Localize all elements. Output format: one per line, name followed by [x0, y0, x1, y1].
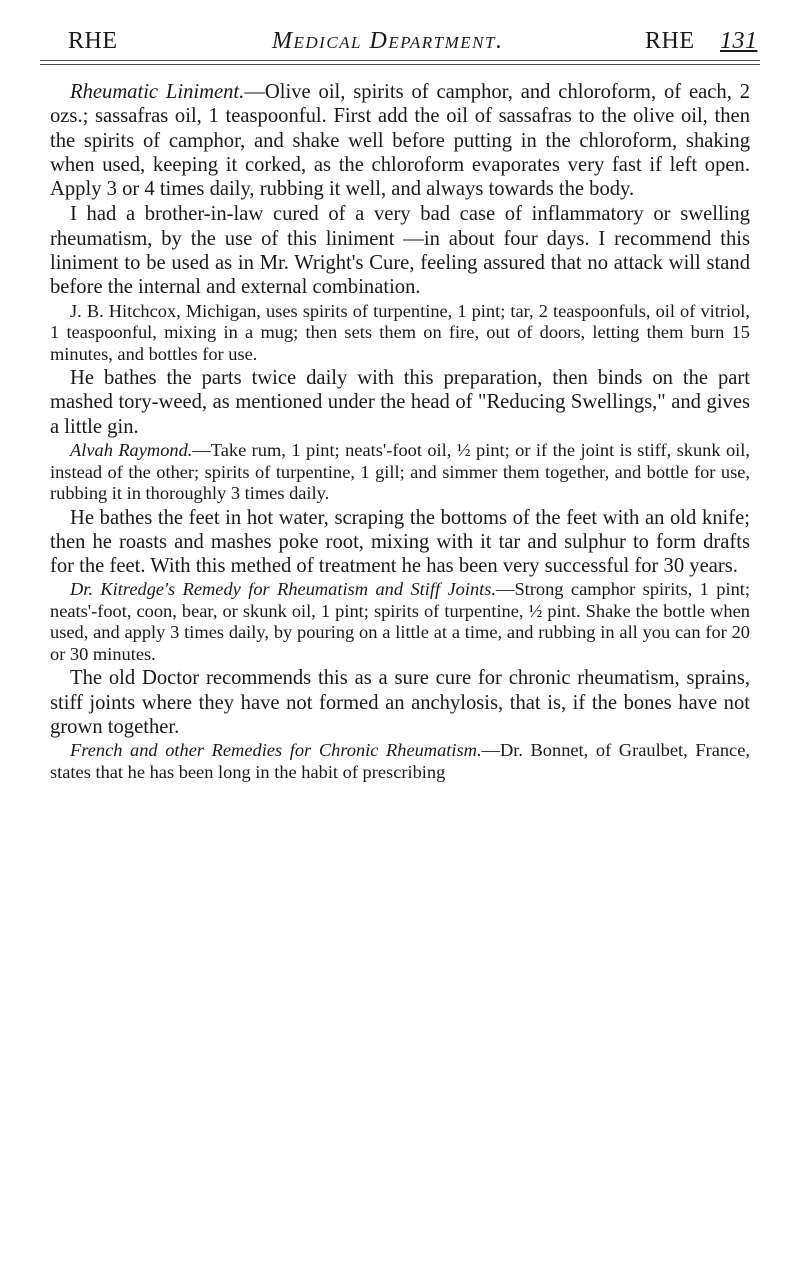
header-section-title: Medical Department.	[272, 28, 504, 54]
paragraph-text: J. B. Hitchcox, Michigan, uses spirits of turpentine, 1 pint; tar, 2 teaspoonfuls, oil of vitriol, 1 teaspoonful, mixing in a mug; then sets them on fire, out of doors, letting them burn 15 minutes, and bottles for use.	[50, 300, 750, 364]
paragraph-text: The old Doctor recommends this as a sure cure for chronic rheumatism, sprains, stiff joints where they have not formed an anchylosis, that is, if the bones have not grown together.	[50, 667, 750, 739]
paragraph-text: —Strong camphor spirits, 1 pint; neats'-foot, coon, bear, or skunk oil, 1 pint; spirits of turpentine, ½ pint. Shake the bottle when used, and apply 3 times daily, by pouring on a little at a time, and rubbing in all you can for 20 or 30 minutes.	[50, 579, 750, 664]
paragraph	[50, 80, 750, 201]
paragraph	[50, 506, 750, 579]
paragraph-text: —Dr. Bonnet, of Graulbet, France, states that he has been long in the habit of prescribing	[50, 740, 750, 782]
paragraph	[50, 366, 750, 439]
paragraph-text: He bathes the feet in hot water, scraping the bottoms of the feet with an old knife; then he roasts and mashes poke root, mixing with it tar and sulphur to form drafts for the feet. With this methed of treatment he has been very successful for 30 years.	[50, 506, 750, 578]
body-text	[50, 80, 750, 784]
header-rule	[40, 60, 760, 61]
header-rule-double	[40, 64, 760, 65]
running-header	[60, 22, 762, 62]
recipe-title: Dr. Kitredge's Remedy for Rheumatism and Stiff Joints.	[70, 579, 497, 600]
recipe-title: Rheumatic Liniment.	[70, 81, 245, 103]
paragraph	[50, 301, 750, 366]
paragraph-text: I had a brother-in-law cured of a very bad case of inflammatory or swelling rheumatism, by the use of this liniment —in about four days. I recommend this liniment to be used as in Mr. Wright's Cure, feeling assured that no attack will stand before the internal and external combination.	[50, 203, 750, 299]
paragraph-text: He bathes the parts twice daily with this preparation, then binds on the part mashed tory-weed, as mentioned under the head of "Reducing Swellings," and gives a little gin.	[50, 367, 750, 438]
paragraph	[50, 579, 750, 665]
header-left-guide: RHE	[68, 28, 118, 54]
paragraph	[50, 666, 750, 739]
recipe-title: French and other Remedies for Chronic Rheumatism.	[70, 740, 482, 761]
header-right-guide: RHE	[645, 28, 695, 54]
recipe-title: Alvah Raymond.	[70, 440, 193, 461]
paragraph	[50, 440, 750, 505]
paragraph	[50, 202, 750, 299]
page-number: 131	[720, 28, 758, 54]
paragraph-text: —Olive oil, spirits of camphor, and chloroform, of each, 2 ozs.; sassafras oil, 1 teaspoonful. First add the oil of sassafras to the olive oil, then the spirits of camphor, and shake well before putting in the chloroform, shaking when used, keeping it corked, as the chloroform evaporates very fast if left open. Apply 3 or 4 times daily, rubbing it well, and always towards the body.	[50, 81, 750, 201]
paragraph-text: —Take rum, 1 pint; neats'-foot oil, ½ pint; or if the joint is stiff, skunk oil, instead of the other; spirits of turpentine, 1 gill; and simmer them together, and bottle for use, rubbing it in thoroughly 3 times daily.	[50, 440, 750, 504]
paragraph	[50, 740, 750, 783]
